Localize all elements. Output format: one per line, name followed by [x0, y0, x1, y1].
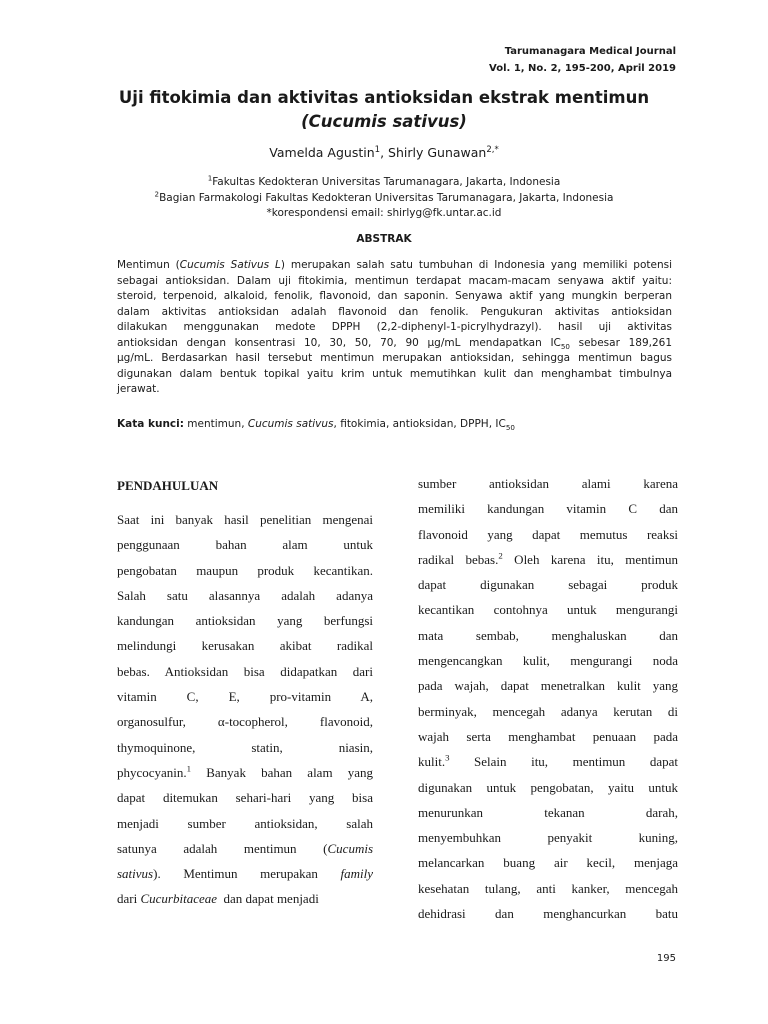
body-line: penggunaan bahan alam untuk — [117, 537, 373, 553]
body-line: mata sembab, menghaluskan dan — [418, 627, 678, 643]
abstract-line — [117, 258, 672, 274]
body-line: dapat digunakan sebagai produk — [418, 577, 678, 593]
body-text: kulit. — [418, 754, 446, 770]
body-line: melindungi kerusakan akibat radikal — [117, 638, 373, 654]
authors — [0, 145, 768, 160]
citation-marker: 1 — [186, 763, 192, 774]
body-line — [418, 547, 678, 572]
body-text: ). Mentimun merupakan — [153, 866, 341, 882]
body-line: vitamin C, E, pro-vitamin A, — [117, 689, 373, 705]
abstract-text: antioksidan dengan konsentrasi 10, 30, 50, 70, 90 µg/mL mendapatkan IC — [117, 336, 561, 349]
body-line: dapat ditemukan sehari-hari yang bisa — [117, 790, 373, 806]
journal-header — [489, 43, 676, 77]
affiliation-1 — [0, 175, 768, 191]
right-column — [418, 471, 678, 926]
affiliation-2-marker: 2 — [154, 189, 160, 198]
keywords-text: , fitokimia, antioksidan, DPPH, IC — [333, 418, 506, 430]
corresponding-email: *korespondensi email: shirlyg@fk.untar.ac.id — [266, 207, 502, 219]
author-2: Shirly Gunawan — [388, 145, 487, 160]
body-text: Selain itu, mentimun dapat — [449, 754, 678, 770]
affiliation-1-marker: 1 — [207, 173, 213, 183]
affiliation-2 — [0, 191, 768, 207]
page-number: 195 — [656, 953, 676, 964]
body-line: pada wajah, dapat menetralkan kulit yang — [418, 678, 678, 694]
body-line: kecantikan contohnya untuk mengurangi — [418, 602, 678, 618]
body-line: bebas. Antioksidan bisa didapatkan dari — [117, 663, 373, 679]
abstract-line: µg/mL. Berdasarkan hasil tersebut mentimun merupakan antioksidan, sehingga mentimun bagus — [117, 352, 672, 364]
abstract-line: dilakukan menggunakan medote DPPH (2,2-diphenyl-1-picrylhydrazyl). hasil uji aktivitas — [117, 321, 672, 333]
body-line — [418, 749, 678, 774]
body-line: wajah serta menghambat penuaan pada — [418, 728, 678, 744]
abstract-line: sebagai antioksidan. Dalam uji fitokimia, mentimun terdapat macam-macam senyawa aktif yaitu: — [117, 274, 672, 287]
body-text: Oleh karena itu, mentimun — [502, 551, 678, 567]
abstract-body — [117, 258, 672, 398]
paper-title — [0, 86, 768, 134]
body-line: thymoquinone, statin, niasin, — [117, 739, 373, 755]
affiliation-1-text: Fakultas Kedokteran Universitas Tarumanagara, Jakarta, Indonesia — [212, 176, 561, 188]
left-column — [117, 473, 373, 912]
abstract-latin-name: Cucumis Sativus L — [179, 259, 281, 271]
body-line — [117, 760, 373, 785]
body-text: satunya adalah mentimun ( — [117, 840, 328, 856]
journal-name: Tarumanagara Medical Journal — [504, 46, 676, 57]
citation-marker: 2 — [498, 550, 503, 561]
body-line: kesehatan tulang, anti kanker, mencegah — [418, 880, 678, 896]
body-line: memiliki kandungan vitamin C dan — [418, 501, 678, 517]
section-heading: PENDAHULUAN — [117, 478, 219, 493]
abstract-subscript: 50 — [560, 341, 570, 351]
latin-name: sativus — [117, 866, 154, 882]
body-line: flavonoid yang dapat memutus reaksi — [418, 526, 678, 542]
affiliations — [0, 175, 768, 222]
abstract-heading: ABSTRAK — [356, 233, 412, 245]
body-text: radikal bebas. — [418, 551, 499, 567]
keywords-subscript: 50 — [505, 423, 515, 433]
body-text: phycocyanin. — [117, 764, 187, 780]
body-line: pengobatan maupun produk kecantikan. — [117, 562, 373, 578]
body-line — [117, 886, 373, 911]
title-line-2: (Cucumis sativus) — [301, 112, 467, 131]
latin-name: Cucurbitaceae — [140, 891, 218, 907]
keywords-latin-name: Cucumis sativus — [247, 418, 334, 430]
body-line: organosulfur, α-tocopherol, flavonoid, — [117, 714, 373, 730]
body-line: digunakan untuk pengobatan, yaitu untuk — [418, 779, 678, 795]
body-line — [117, 861, 373, 886]
affiliation-2-text: Bagian Farmakologi Fakultas Kedokteran Universitas Tarumanagara, Jakarta, Indonesia — [159, 191, 614, 204]
keywords-text: mentimun, — [183, 418, 248, 430]
body-line: mengencangkan kulit, mengurangi noda — [418, 653, 678, 669]
author-1-affil: 1 — [374, 144, 381, 155]
body-line: menyembuhkan penyakit kuning, — [418, 830, 678, 846]
body-text: dari — [117, 891, 141, 907]
abstract-line — [117, 336, 672, 352]
body-line: sumber antioksidan alami karena — [418, 476, 678, 491]
abstract-text: Mentimun ( — [117, 259, 180, 271]
body-line: kandungan antioksidan yang berfungsi — [117, 613, 373, 629]
author-1: Vamelda Agustin — [269, 145, 375, 160]
body-line — [117, 836, 373, 861]
journal-volume: Vol. 1, No. 2, 195-200, April 2019 — [489, 63, 676, 74]
body-line: Saat ini banyak hasil penelitian mengenai — [117, 512, 373, 527]
body-line: dehidrasi dan menghancurkan batu — [418, 906, 678, 922]
abstract-line: dalam aktivitas antioksidan adalah flavonoid dan fenolik. Pengukuran aktivitas antioksidan — [117, 305, 672, 318]
body-line: menjadi sumber antioksidan, salah — [117, 815, 373, 831]
italic-term: family — [340, 866, 373, 882]
abstract-text: ) merupakan salah satu tumbuhan di Indonesia yang memiliki potensi — [280, 259, 673, 271]
body-text: dan dapat menjadi — [217, 891, 319, 907]
keywords — [117, 418, 672, 433]
body-line: menurunkan tekanan darah, — [418, 804, 678, 820]
abstract-line: digunakan dalam bentuk topikal yaitu krim untuk memutihkan kulit dan menghambat timbulnya — [117, 367, 672, 380]
keywords-label: Kata kunci: — [117, 418, 184, 430]
citation-marker: 3 — [445, 752, 450, 763]
body-line: melancarkan buang air kecil, menjaga — [418, 855, 678, 871]
author-2-affil: 2,* — [486, 144, 499, 155]
abstract-line: steroid, terpenoid, alkaloid, fenolik, flavonoid, dan saponin. Senyawa aktif yang mungkin berperan — [117, 290, 672, 302]
body-line: Salah satu alasannya adalah adanya — [117, 587, 373, 603]
latin-name: Cucumis — [327, 840, 373, 856]
body-line: berminyak, mencegah adanya kerutan di — [418, 703, 678, 719]
author-separator: , — [380, 145, 389, 160]
body-text: Banyak bahan alam yang — [191, 764, 373, 780]
abstract-line: jerawat. — [117, 383, 160, 395]
abstract-text: sebesar 189,261 — [569, 336, 673, 349]
title-line-1: Uji fitokimia dan aktivitas antioksidan ekstrak mentimun — [118, 88, 650, 107]
